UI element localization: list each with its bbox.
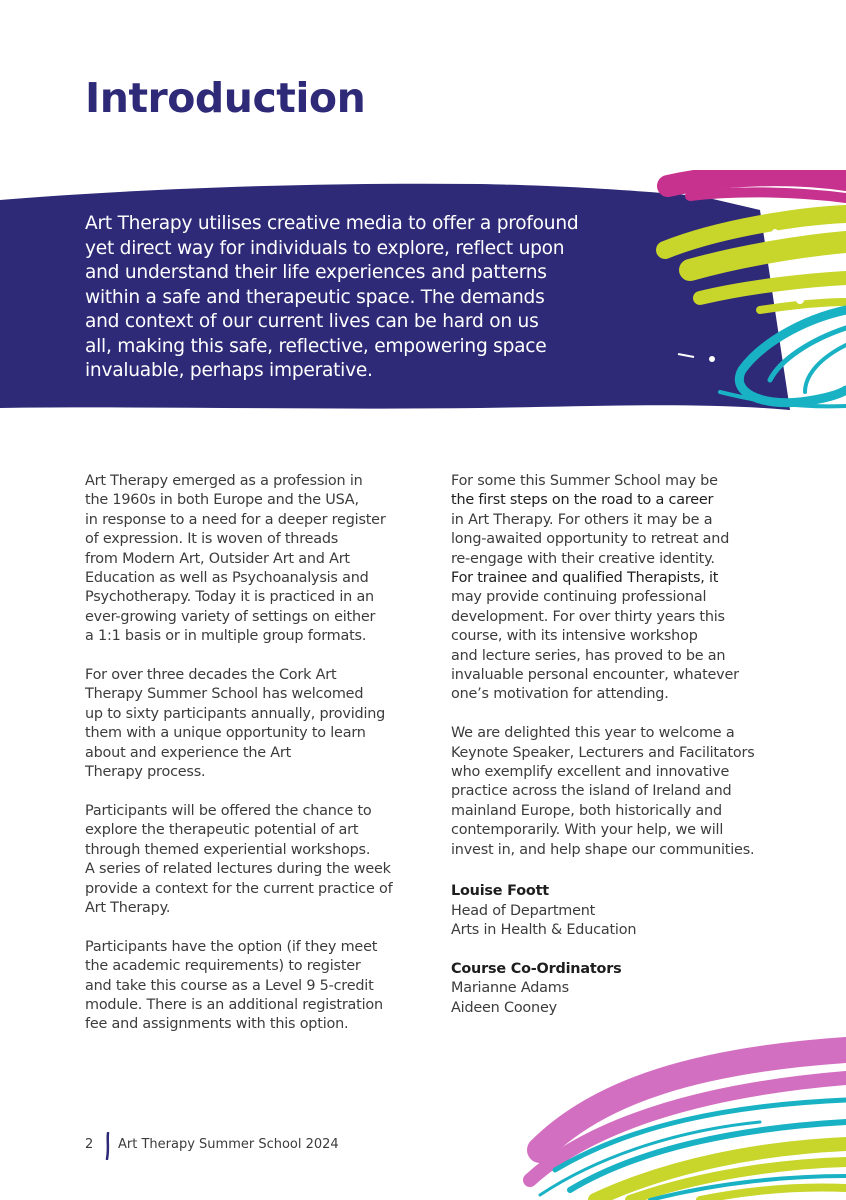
text-line: Therapy Summer School has welcomed (85, 686, 364, 703)
text-line: in Art Therapy. For others it may be a (451, 511, 713, 528)
signature-block (451, 960, 781, 1018)
lead-line: invaluable, perhaps imperative. (85, 360, 373, 381)
signature-line: Marianne Adams (451, 980, 569, 997)
signature-line: Arts in Health & Education (451, 921, 637, 938)
text-line: and lecture series, has proved to be an (451, 647, 726, 664)
text-line: may provide continuing professional (451, 589, 707, 606)
lead-line: all, making this safe, reflective, empowering space (85, 335, 547, 357)
text-line: long-awaited opportunity to retreat and (451, 531, 730, 548)
signature-name: Louise Foott (451, 883, 549, 900)
text-line: the 1960s in both Europe and the USA, (85, 492, 359, 509)
lead-line: and understand their life experiences and patterns (85, 262, 547, 283)
text-line: who exemplify excellent and innovative (451, 764, 730, 781)
lead-line: and context of our current lives can be hard on us (85, 311, 539, 332)
text-line: through themed experiential workshops. (85, 841, 371, 858)
text-line: invest in, and help shape our communities. (451, 841, 755, 858)
paragraph (85, 938, 415, 1035)
paragraph (85, 666, 415, 782)
text-line: Education as well as Psychoanalysis and (85, 570, 369, 587)
footer-divider (104, 1132, 112, 1160)
text-line: Participants will be offered the chance to (85, 802, 372, 819)
paragraph (451, 472, 781, 705)
text-line: up to sixty participants annually, providing (85, 705, 386, 722)
signature-block (451, 882, 781, 940)
text-line: in response to a need for a deeper register (85, 511, 386, 528)
paragraph (85, 472, 415, 647)
page-title: Introduction (85, 74, 366, 122)
left-column (85, 472, 415, 1054)
text-line: of expression. It is woven of threads (85, 531, 339, 548)
text-line: them with a unique opportunity to learn (85, 725, 366, 742)
signature-name: Course Co-Ordinators (451, 960, 622, 977)
text-line: Art Therapy emerged as a profession in (85, 473, 363, 489)
text-line: provide a context for the current practice of (85, 880, 393, 897)
text-line: mainland Europe, both historically and (451, 802, 722, 819)
text-line: invaluable personal encounter, whatever (451, 667, 739, 684)
text-line: module. There is an additional registration (85, 996, 383, 1013)
text-line: a 1:1 basis or in multiple group formats. (85, 628, 367, 645)
text-line: Keynote Speaker, Lecturers and Facilitators (451, 744, 755, 761)
lead-paragraph (85, 212, 605, 384)
footer-label: Art Therapy Summer School 2024 (118, 1137, 339, 1152)
lead-line: Art Therapy utilises creative media to offer a profound (85, 213, 579, 234)
text-line: For some this Summer School may be (451, 473, 718, 489)
text-line: For over three decades the Cork Art (85, 667, 337, 684)
text-line: re-engage with their creative identity. (451, 550, 715, 567)
text-line: from Modern Art, Outsider Art and Art (85, 550, 350, 567)
lead-line: within a safe and therapeutic space. The demands (85, 286, 545, 308)
paragraph (451, 724, 781, 860)
text-line: one’s motivation for attending. (451, 686, 669, 703)
text-line: development. For over thirty years this (451, 608, 725, 625)
text-line: the academic requirements) to register (85, 958, 361, 975)
page-number: 2 (85, 1137, 94, 1152)
text-line: explore the therapeutic potential of art (85, 822, 359, 839)
text-line: course, with its intensive workshop (451, 628, 698, 645)
text-line: Participants have the option (if they meet (85, 938, 378, 955)
right-column (451, 472, 781, 1037)
text-line: Psychotherapy. Today it is practiced in an (85, 589, 374, 606)
text-line: A series of related lectures during the week (85, 861, 391, 878)
text-line: Art Therapy. (85, 899, 171, 916)
text-line: ever-growing variety of settings on either (85, 608, 376, 625)
text-line: We are delighted this year to welcome a (451, 725, 735, 742)
text-line: contemporarily. With your help, we will (451, 822, 724, 839)
text-line: the first steps on the road to a career (451, 492, 714, 509)
lead-line: yet direct way for individuals to explore, reflect upon (85, 237, 565, 259)
text-line: fee and assignments with this option. (85, 1016, 349, 1033)
text-line: and take this course as a Level 9 5-credit (85, 977, 374, 994)
text-line: For trainee and qualified Therapists, it (451, 570, 719, 587)
signature-line: Head of Department (451, 902, 596, 919)
signature-line: Aideen Cooney (451, 999, 557, 1016)
text-line: Therapy process. (85, 764, 206, 781)
text-line: practice across the island of Ireland and (451, 783, 732, 800)
text-line: about and experience the Art (85, 744, 292, 761)
paint-stroke-decoration-bottom (500, 1030, 846, 1200)
paragraph (85, 802, 415, 918)
